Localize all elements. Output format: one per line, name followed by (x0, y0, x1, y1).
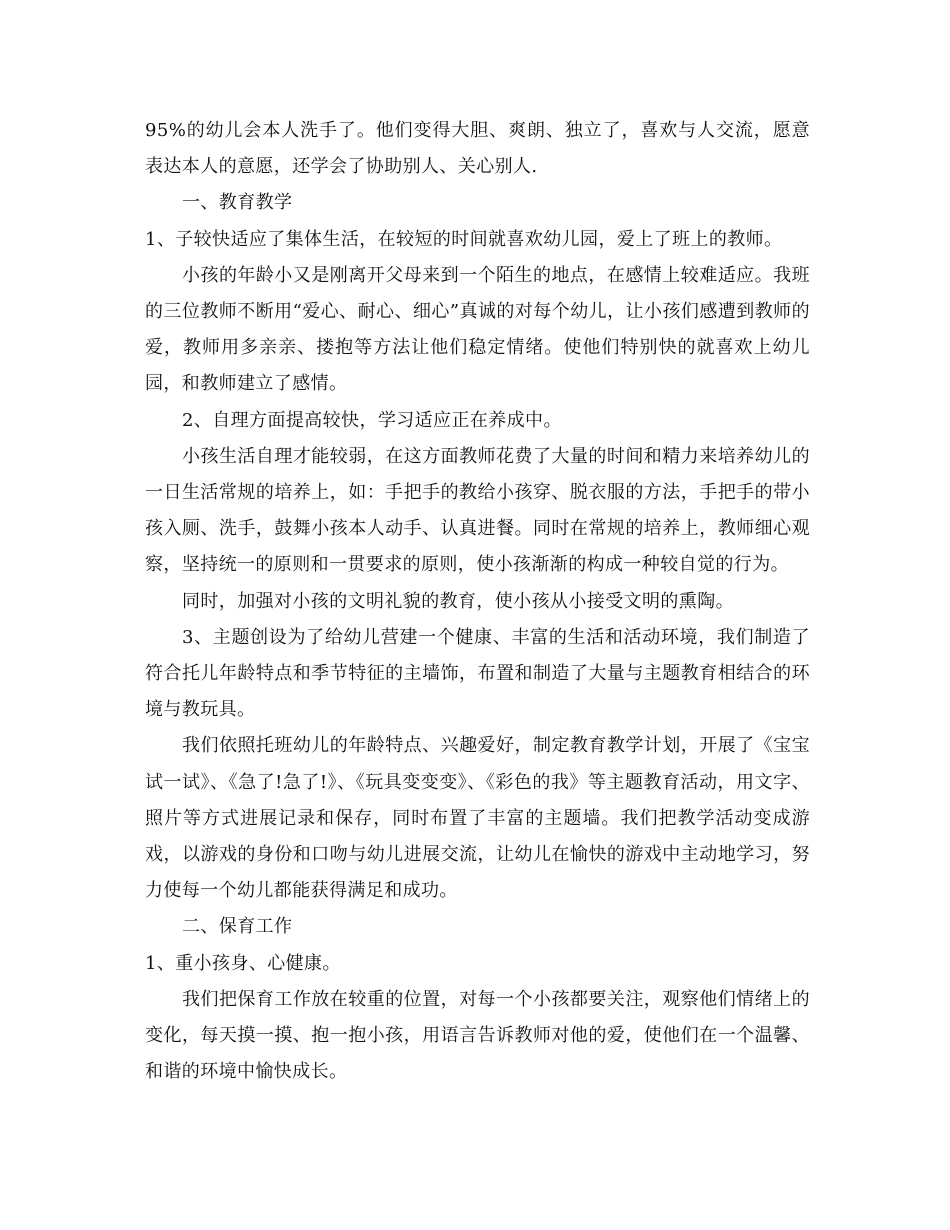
section-heading-care: 二、保育工作 (182, 916, 293, 938)
item-heading-health: 1、重小孩身、心健康。 (145, 952, 341, 974)
item-heading-self-care: 2、自理方面提高较快，学习适应正在养成中。 (182, 409, 562, 431)
document-body (145, 113, 810, 1090)
paragraph-manners: 同时，加强对小孩的文明礼貌的教育，使小孩从小接受文明的熏陶。 (182, 590, 734, 612)
paragraph-teaching-plan: 我们依照托班幼儿的年龄特点、兴趣爱好，制定教育教学计划，开展了《宝宝试一试》、《急了!急了!》、《玩具变变变》、《彩色的我》等主题教育活动，用文字、照片等方式进展记录和保存，同时布置了丰富的主题墙。我们把教学活动变成游戏，以游戏的身份和口吻与幼儿进展交流，让幼儿在愉快的游戏中主动地学习，努力使每一个幼儿都能获得满足和成功。 (145, 735, 810, 902)
paragraph-intro: 95%的幼儿会本人洗手了。他们变得大胆、爽朗、独立了，喜欢与人交流，愿意表达本人的意愿，还学会了协助别人、关心别人. (145, 120, 810, 178)
paragraph-health: 我们把保育工作放在较重的位置，对每一个小孩都要关注，观察他们情绪上的变化，每天摸一摸、抱一抱小孩，用语言告诉教师对他的爱，使他们在一个温馨、和谐的环境中愉快成长。 (145, 988, 810, 1083)
paragraph-theme-environment: 3、主题创设为了给幼儿营建一个健康、丰富的生活和活动环境，我们制造了符合托儿年龄特点和季节特征的主墙饰，布置和制造了大量与主题教育相结合的环境与教玩具。 (145, 626, 810, 721)
paragraph-self-care: 小孩生活自理才能较弱，在这方面教师花费了大量的时间和精力来培养幼儿的一日生活常规的培养上，如：手把手的教给小孩穿、脱衣服的方法，手把手的带小孩入厕、洗手，鼓舞小孩本人动手、认真进餐。同时在常规的培养上，教师细心观察，坚持统一的原则和一贯要求的原则，使小孩渐渐的构成一种较自觉的行为。 (145, 445, 810, 576)
section-heading-teaching: 一、教育教学 (182, 192, 293, 214)
item-heading-adaptation: 1、子较快适应了集体生活，在较短的时间就喜欢幼儿园，爱上了班上的教师。 (145, 228, 783, 250)
paragraph-adaptation: 小孩的年龄小又是刚离开父母来到一个陌生的地点，在感情上较难适应。我班的三位教师不断用“爱心、耐心、细心”真诚的对每个幼儿，让小孩们感遭到教师的爱，教师用多亲亲、搂抱等方法让他们稳定情绪。使他们特别快的就喜欢上幼儿园，和教师建立了感情。 (145, 264, 810, 395)
